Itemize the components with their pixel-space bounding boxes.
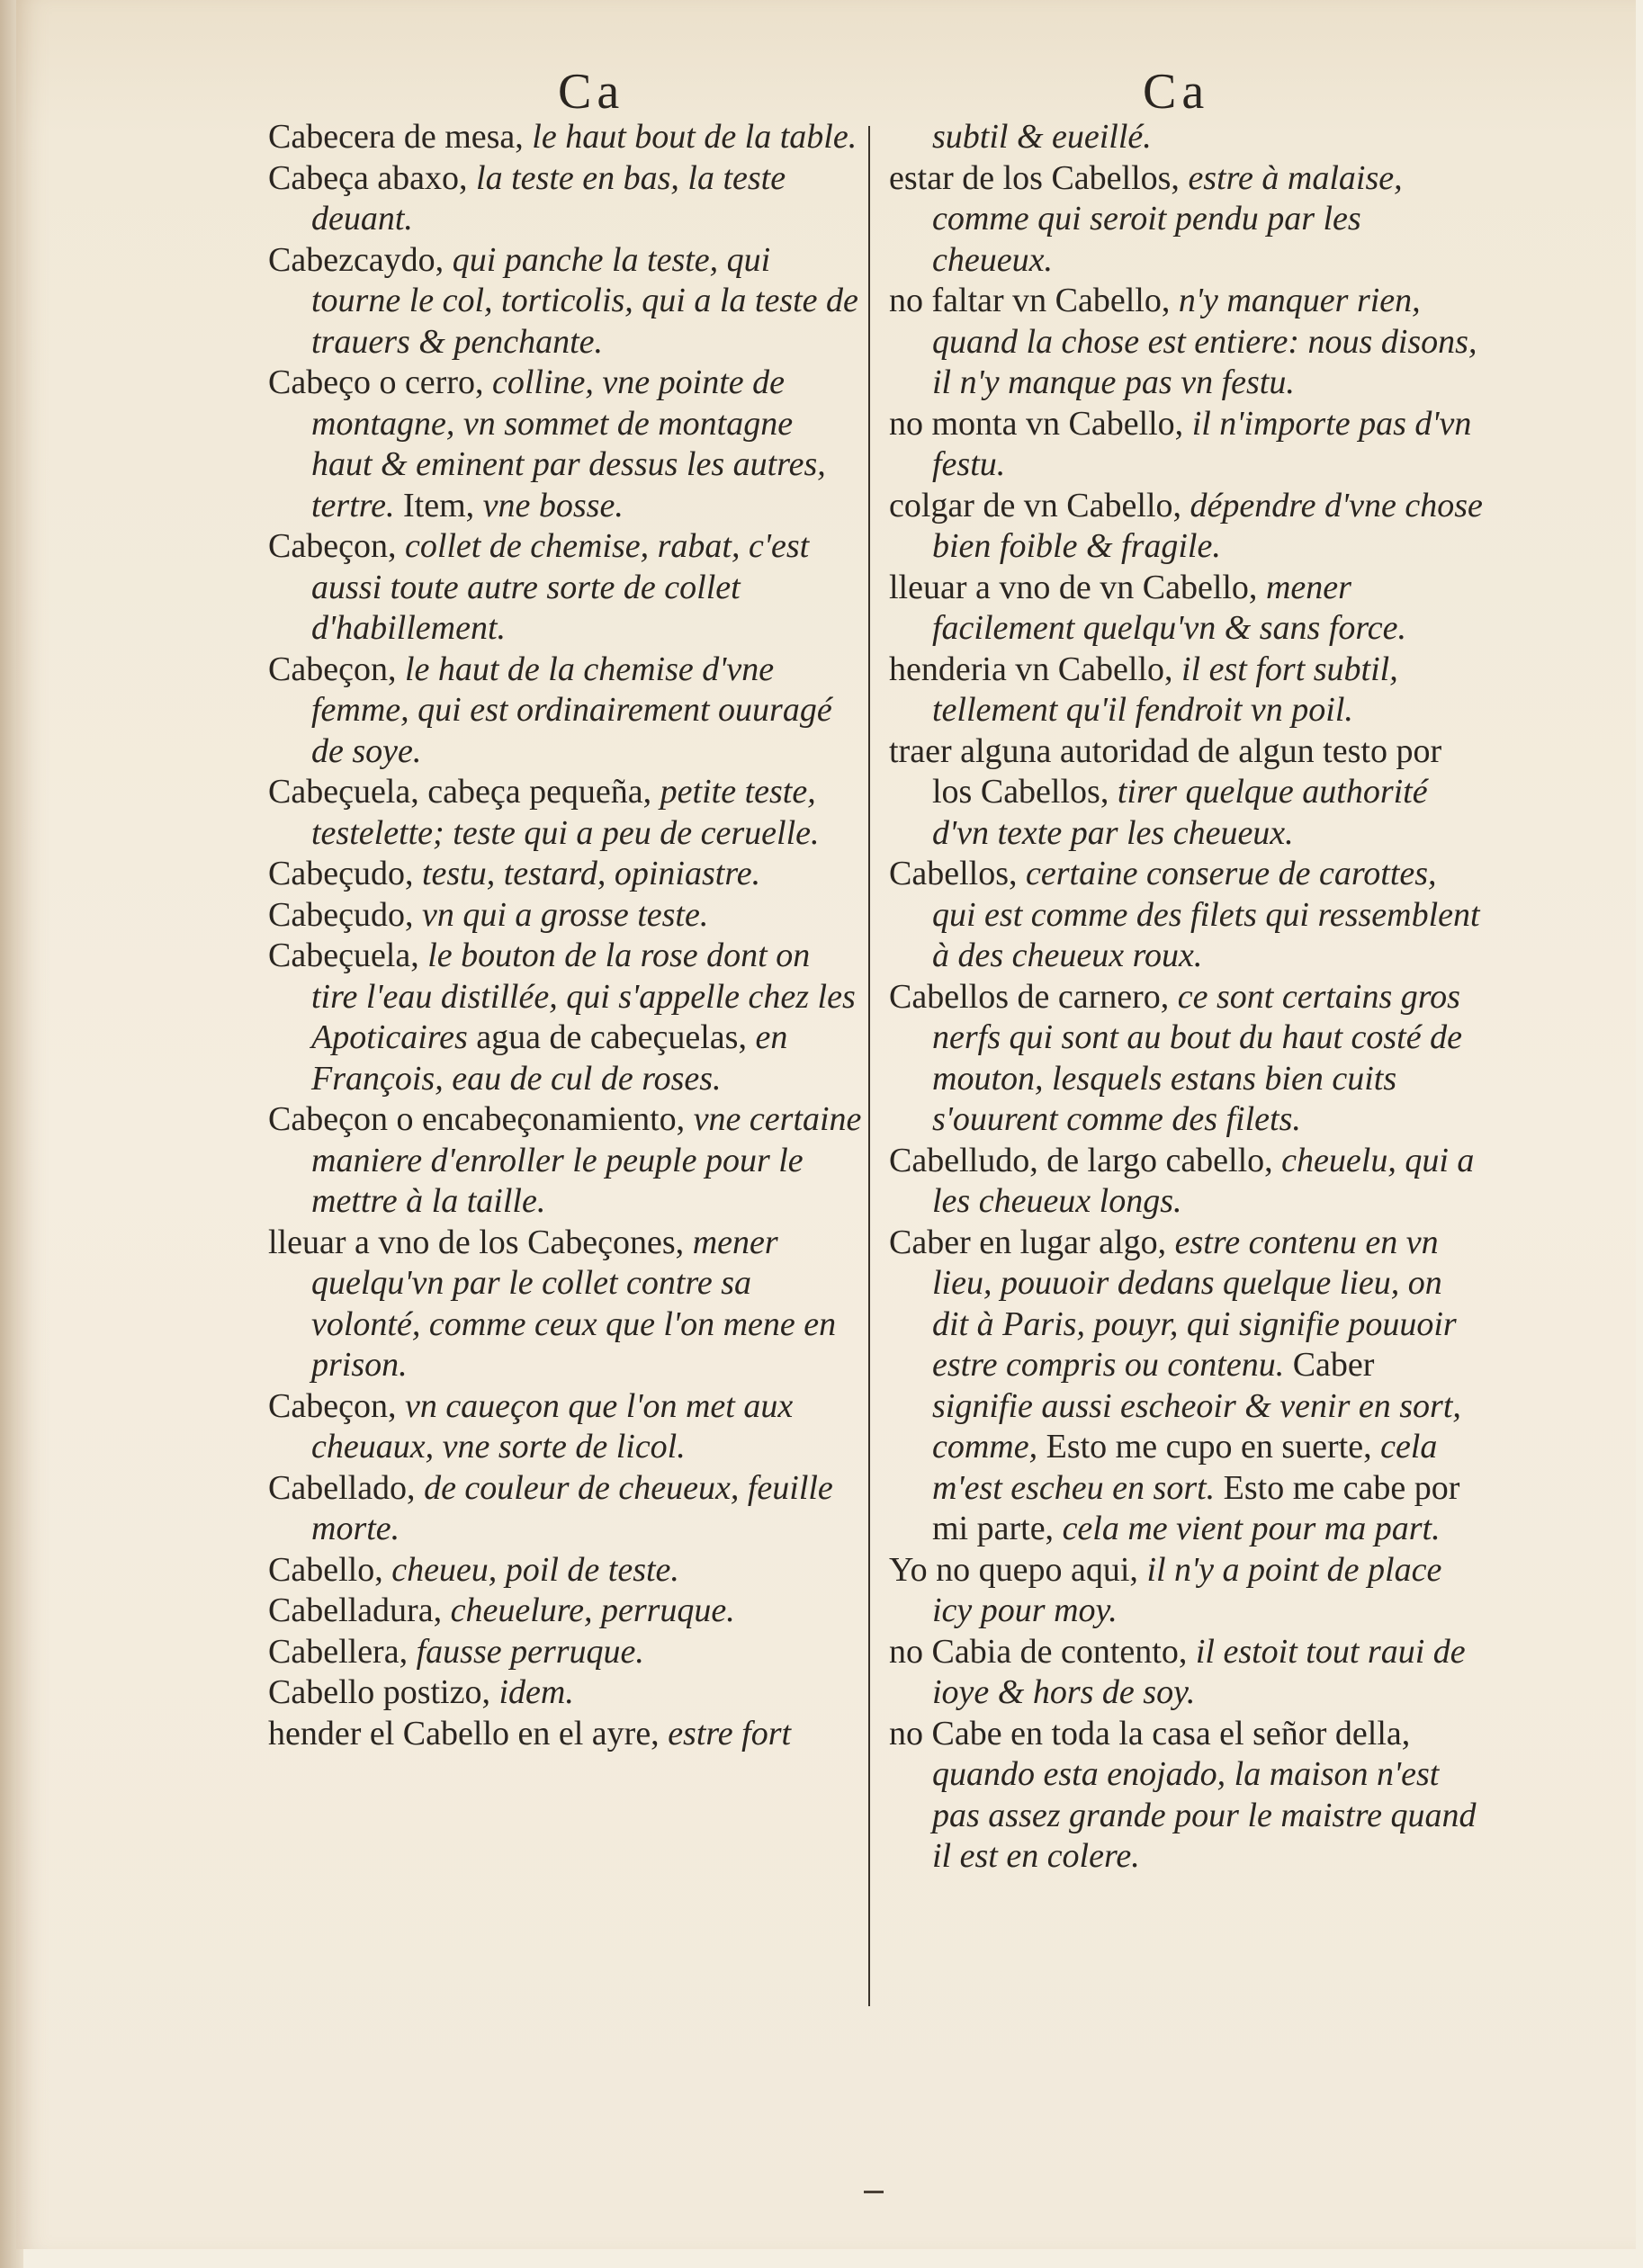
french-definition: vn qui a grosse teste. bbox=[413, 895, 709, 934]
spanish-headword: Cabellera, bbox=[268, 1632, 409, 1671]
spanish-headword: no Cabia de contento, bbox=[889, 1632, 1188, 1671]
spanish-headword: Cabeçon o encabeçonamiento, bbox=[268, 1100, 686, 1138]
dictionary-entry bbox=[889, 486, 1483, 568]
french-definition: quando esta enojado, la maison n'est pas assez grande pour le maistre quand il est en colere. bbox=[932, 1755, 1477, 1875]
french-definition: la teste en bas, la teste deuant. bbox=[311, 158, 786, 238]
french-definition: estre fort bbox=[659, 1714, 792, 1753]
french-definition: cheueu, poil de teste. bbox=[382, 1550, 679, 1589]
footer-mark bbox=[864, 2191, 884, 2193]
french-definition: le haut de la chemise d'vne femme, qui est ordinairement ouuragé de soye. bbox=[311, 650, 832, 770]
spanish-headword: Esto me cupo en suerte, bbox=[1037, 1428, 1372, 1466]
french-definition: vn caueçon que l'on met aux cheuaux, vne sorte de licol. bbox=[311, 1386, 794, 1466]
french-definition: il n'importe pas d'vn festu. bbox=[932, 404, 1472, 483]
spanish-headword: Cabelladura, bbox=[268, 1591, 443, 1629]
french-definition: de couleur de cheueux, feuille morte. bbox=[311, 1468, 833, 1547]
spanish-headword: Cabellado, bbox=[268, 1468, 416, 1507]
dictionary-entry bbox=[268, 158, 862, 240]
spanish-headword: Caber bbox=[1284, 1346, 1375, 1384]
french-definition: tirer quelque authorité d'vn texte par les cheueux. bbox=[932, 773, 1428, 852]
french-definition: petite teste, testelette; teste qui a peu de ceruelle. bbox=[311, 773, 820, 852]
dictionary-entry bbox=[268, 1099, 862, 1223]
french-definition: cheuelure, perruque. bbox=[442, 1591, 735, 1629]
spanish-headword: Cabellos de carnero, bbox=[889, 977, 1170, 1016]
left-column bbox=[268, 117, 862, 1754]
spanish-headword: Cabeçon, bbox=[268, 1386, 397, 1425]
spanish-headword: Esto me cabe por mi parte, bbox=[932, 1468, 1460, 1547]
french-definition: il n'y a point de place icy pour moy. bbox=[932, 1550, 1442, 1629]
dictionary-entry bbox=[889, 568, 1483, 650]
french-definition: il estoit tout raui de ioye & hors de soy. bbox=[932, 1632, 1466, 1711]
spanish-headword: no Cabe en toda la casa el señor della, bbox=[889, 1714, 1411, 1753]
french-definition: en François, eau de cul de roses. bbox=[311, 1018, 788, 1098]
french-definition: signifie aussi escheoir & venir en sort, comme, bbox=[932, 1386, 1461, 1466]
spanish-headword: Cabello, bbox=[268, 1550, 383, 1589]
dictionary-entry bbox=[268, 650, 862, 773]
dictionary-entry bbox=[889, 404, 1483, 486]
french-definition: mener facilement quelqu'vn & sans force. bbox=[932, 568, 1406, 647]
french-definition: estre à malaise, comme qui seroit pendu par les cheueux. bbox=[932, 158, 1403, 279]
dictionary-entry bbox=[268, 1672, 862, 1714]
spanish-headword: Cabelludo, de largo cabello, bbox=[889, 1141, 1273, 1179]
french-definition: cela me vient pour ma part. bbox=[1054, 1510, 1441, 1547]
dictionary-entry bbox=[268, 1386, 862, 1468]
french-definition: estre contenu en vn lieu, pouuoir dedans quelque lieu, on dit à Paris, pouyr, qui signifie pouuoir estre compris ou contenu. bbox=[932, 1223, 1457, 1384]
spanish-headword: traer alguna autoridad de algun testo por los Cabellos, bbox=[889, 731, 1442, 811]
dictionary-entry bbox=[268, 1632, 862, 1673]
spanish-headword: Cabeço o cerro, bbox=[268, 363, 484, 401]
french-definition: ce sont certains gros nerfs qui sont au bout du haut costé de mouton, lesquels estans bien cuits s'ouurent comme des filets. bbox=[932, 977, 1462, 1138]
dictionary-entry bbox=[268, 895, 862, 937]
french-definition: testu, testard, opiniastre. bbox=[413, 855, 761, 892]
spanish-headword: Cabeça abaxo, bbox=[268, 158, 468, 197]
dictionary-entry bbox=[268, 772, 862, 854]
spanish-headword: henderia vn Cabello, bbox=[889, 650, 1173, 688]
spanish-headword: Caber en lugar algo, bbox=[889, 1223, 1167, 1261]
french-definition: vne bosse. bbox=[474, 486, 624, 524]
spanish-headword: hender el Cabello en el ayre, bbox=[268, 1714, 660, 1753]
french-definition: dépendre d'vne chose bien foible & fragile. bbox=[932, 486, 1483, 565]
spanish-headword: no faltar vn Cabello, bbox=[889, 282, 1171, 319]
dictionary-entry bbox=[889, 1714, 1483, 1878]
dictionary-entry bbox=[268, 1223, 862, 1386]
dictionary-entry bbox=[889, 117, 1483, 158]
dictionary-entry bbox=[889, 977, 1483, 1141]
dictionary-entry bbox=[889, 1141, 1483, 1223]
dictionary-entry bbox=[889, 1223, 1483, 1550]
spanish-headword: Item, bbox=[394, 486, 475, 524]
french-definition: cheuelu, qui a les cheueux longs. bbox=[932, 1141, 1475, 1220]
dictionary-entry bbox=[268, 1468, 862, 1550]
dictionary-entry bbox=[889, 281, 1483, 404]
dictionary-entry bbox=[889, 731, 1483, 855]
dictionary-entry bbox=[268, 936, 862, 1099]
spanish-headword: Cabezcaydo, bbox=[268, 240, 444, 279]
spanish-headword: Cabeçudo, bbox=[268, 855, 414, 892]
spanish-headword: Cabello postizo, bbox=[268, 1673, 490, 1711]
dictionary-entry bbox=[268, 240, 862, 363]
dictionary-entry bbox=[889, 650, 1483, 731]
spanish-headword: no monta vn Cabello, bbox=[889, 404, 1184, 443]
french-definition: qui panche la teste, qui tourne le col, torticolis, qui a la teste de trauers & penchante. bbox=[311, 240, 858, 361]
running-header-right: Ca bbox=[1143, 64, 1210, 120]
french-definition: fausse perruque. bbox=[408, 1632, 644, 1671]
spanish-headword: Cabellos, bbox=[889, 855, 1018, 892]
french-definition: le haut bout de la table. bbox=[523, 118, 857, 156]
dictionary-entry bbox=[889, 158, 1483, 282]
spanish-headword: estar de los Cabellos, bbox=[889, 158, 1180, 197]
french-definition: n'y manquer rien, quand la chose est entiere: nous disons, il n'y manque pas vn festu. bbox=[932, 282, 1477, 401]
dictionary-entry bbox=[268, 1550, 862, 1591]
french-definition: collet de chemise, rabat, c'est aussi toute autre sorte de collet d'habillement. bbox=[311, 527, 810, 647]
french-definition: colline, vne pointe de montagne, vn sommet de montagne haut & eminent par dessus les autres, tertre. bbox=[311, 363, 826, 524]
dictionary-entry bbox=[268, 363, 862, 526]
spanish-headword: Cabeçuela, cabeça pequeña, bbox=[268, 773, 652, 811]
spanish-headword: agua de cabeçuelas, bbox=[467, 1018, 747, 1056]
spanish-headword: Yo no quepo aqui, bbox=[889, 1550, 1138, 1589]
spanish-headword: Cabeçuela, bbox=[268, 937, 419, 974]
spanish-headword: lleuar a vno de los Cabeçones, bbox=[268, 1223, 685, 1261]
french-definition: idem. bbox=[489, 1673, 574, 1711]
spanish-headword: Cabeçon, bbox=[268, 650, 397, 688]
spanish-headword: Cabeçudo, bbox=[268, 895, 414, 934]
dictionary-entry bbox=[268, 1591, 862, 1632]
column-divider bbox=[868, 126, 870, 2006]
dictionary-entry bbox=[268, 526, 862, 650]
spanish-headword: Cabecera de mesa, bbox=[268, 118, 524, 156]
right-column bbox=[889, 117, 1483, 1878]
dictionary-entry bbox=[268, 1714, 862, 1755]
dictionary-entry bbox=[268, 854, 862, 895]
french-definition: le bouton de la rose dont on tire l'eau distillée, qui s'appelle chez les Apoticaires bbox=[311, 937, 856, 1056]
french-definition: cela m'est escheu en sort. bbox=[932, 1428, 1438, 1507]
dictionary-entry bbox=[268, 117, 862, 158]
spanish-headword: Cabeçon, bbox=[268, 527, 397, 565]
dictionary-entry bbox=[889, 1550, 1483, 1632]
spanish-headword: colgar de vn Cabello, bbox=[889, 486, 1182, 524]
spanish-headword: lleuar a vno de vn Cabello, bbox=[889, 568, 1258, 606]
french-definition: subtil & eueillé. bbox=[932, 118, 1152, 156]
running-header-left: Ca bbox=[558, 64, 625, 120]
french-definition: il est fort subtil, tellement qu'il fendroit vn poil. bbox=[932, 650, 1398, 729]
french-definition: mener quelqu'vn par le collet contre sa volonté, comme ceux que l'on mene en prison. bbox=[311, 1223, 837, 1384]
dictionary-entry bbox=[889, 1632, 1483, 1714]
french-definition: certaine conserue de carottes, qui est comme des filets qui ressemblent à des cheueux roux. bbox=[932, 855, 1480, 974]
french-definition: vne certaine maniere d'enroller le peuple pour le mettre à la taille. bbox=[311, 1100, 862, 1220]
dictionary-entry bbox=[889, 854, 1483, 977]
